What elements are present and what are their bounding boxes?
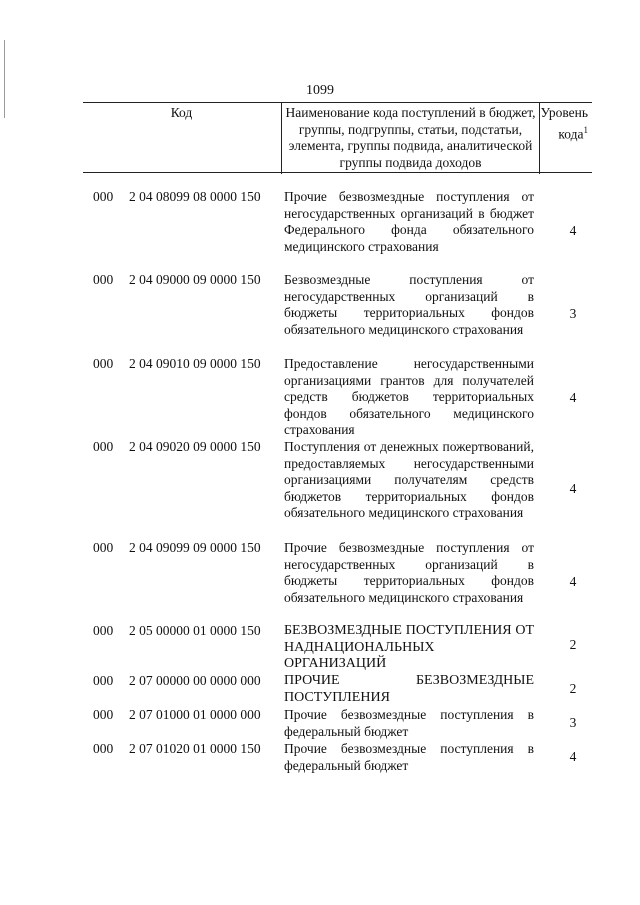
table-row xyxy=(83,707,592,741)
table-row xyxy=(83,540,592,623)
income-name: Предоставление негосударственными организациями грантов для получателей средств бюджетов территориальных фондов обязательного медицинского страхования xyxy=(284,356,534,437)
income-code: 2 07 01020 01 0000 150 xyxy=(129,741,261,756)
table-row xyxy=(83,623,592,673)
header-name: Наименование кода поступлений в бюджет, группы, подгруппы, статьи, подстатьи, элемента, группы подвида, аналитической группы подвида доходов xyxy=(281,103,540,174)
header-level xyxy=(539,103,592,172)
income-code: 2 04 09000 09 0000 150 xyxy=(129,272,261,287)
header-code: Код xyxy=(170,105,193,120)
table-row xyxy=(83,673,592,707)
income-code: 2 07 00000 00 0000 000 xyxy=(129,673,261,688)
income-name: Прочие безвозмездные поступления от негосударственных организаций в бюджет Федерального фонда обязательного медицинского страхования xyxy=(284,189,534,254)
admin-code: 000 xyxy=(93,189,114,204)
admin-code: 000 xyxy=(93,356,114,371)
income-name: Безвозмездные поступления от негосударственных организаций в бюджеты территориальных фондов обязательного медицинского страхования xyxy=(284,272,534,337)
income-code: 2 05 00000 01 0000 150 xyxy=(129,623,261,638)
income-name: Поступления от денежных пожертвований, предоставляемых негосударственными организациями получателям средств бюджетов территориальных фондов обязательного медицинского страхования xyxy=(284,439,534,520)
income-name: Прочие безвозмездные поступления от негосударственных организаций в бюджеты территориальных фондов обязательного медицинского страхования xyxy=(284,540,534,605)
table-row xyxy=(83,356,592,439)
income-code: 2 07 01000 01 0000 000 xyxy=(129,707,261,722)
admin-code: 000 xyxy=(93,540,114,555)
income-name: Прочие безвозмездные поступления в федеральный бюджет xyxy=(284,741,534,773)
table-row xyxy=(83,741,592,775)
level-value: 2 xyxy=(569,681,577,696)
table-row xyxy=(83,439,592,540)
admin-code: 000 xyxy=(93,439,114,454)
table-row xyxy=(83,272,592,356)
header-level-label: Уровень кода xyxy=(540,105,588,141)
table-body xyxy=(83,189,592,775)
level-value: 4 xyxy=(569,574,577,589)
table-row xyxy=(83,189,592,272)
level-value: 4 xyxy=(569,481,577,496)
level-value: 2 xyxy=(569,637,577,652)
admin-code: 000 xyxy=(93,272,114,287)
scan-edge-mark xyxy=(4,40,5,118)
income-name: БЕЗВОЗМЕЗДНЫЕ ПОСТУПЛЕНИЯ ОТ НАДНАЦИОНАЛЬНЫХ ОРГАНИЗАЦИЙ xyxy=(284,623,534,671)
income-code: 2 04 08099 08 0000 150 xyxy=(129,189,261,204)
page-number: 1099 xyxy=(306,83,334,98)
income-code: 2 04 09020 09 0000 150 xyxy=(129,439,261,454)
admin-code: 000 xyxy=(93,707,114,722)
level-value: 4 xyxy=(569,749,577,764)
level-value: 3 xyxy=(569,306,577,321)
income-name: Прочие безвозмездные поступления в федеральный бюджет xyxy=(284,707,534,739)
header-level-footnote: 1 xyxy=(583,124,588,135)
admin-code: 000 xyxy=(93,673,114,688)
level-value: 3 xyxy=(569,715,577,730)
table-header xyxy=(83,102,592,173)
income-code: 2 04 09099 09 0000 150 xyxy=(129,540,261,555)
level-value: 4 xyxy=(569,390,577,405)
admin-code: 000 xyxy=(93,741,114,756)
admin-code: 000 xyxy=(93,623,114,638)
income-name: ПРОЧИЕ БЕЗВОЗМЕЗДНЫЕ ПОСТУПЛЕНИЯ xyxy=(284,673,534,705)
income-code: 2 04 09010 09 0000 150 xyxy=(129,356,261,371)
level-value: 4 xyxy=(569,223,577,238)
